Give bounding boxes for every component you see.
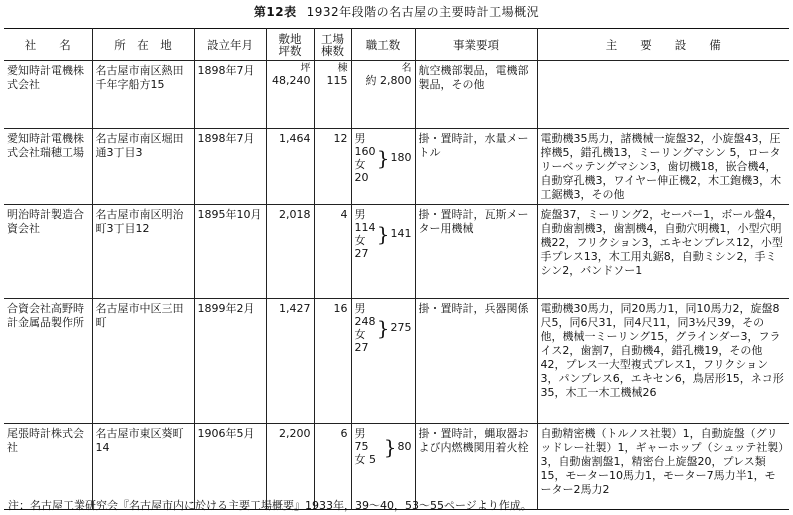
buildings-cell bbox=[314, 61, 351, 129]
area-value: 48,240 bbox=[272, 74, 311, 87]
header-location: 所 在 地 bbox=[92, 29, 194, 61]
brace-glyph: } bbox=[376, 222, 390, 246]
equipment-cell: 電動機30馬力，同20馬力1，同10馬力2，旋盤8尺5，同6尺31，同4尺11，同3½尺39，その他，機械一ミーリング15，グラインダー3，フライス2，歯割7，自動機4，錯孔機19，その他42，プレス一大型複式プレス1，フリクション3，パンプレス6，エキセン6，鳥居形15，ネコ形35，木工一木工機械26 bbox=[537, 299, 789, 424]
business-cell: 掛・置時計，兵器関係 bbox=[415, 299, 537, 424]
equipment-cell: 自動精密機（トルノス社製）1，自動旋盤（グリッドレー社製）1，ギャーホップ（シュッテ社製）3，自動歯割盤1，精密台上旋盤20，プレス類15，モーター10馬力1，モーター7馬力半1，モーター2馬力2 bbox=[537, 424, 789, 510]
company-cell: 愛知時計電機株式会社瑞穂工場 bbox=[4, 129, 92, 205]
table-number: 第12表 bbox=[253, 5, 297, 19]
table-title bbox=[0, 3, 793, 20]
company-cell: 尾張時計株式会社 bbox=[7, 427, 84, 454]
workers-female: 女 20 bbox=[354, 158, 369, 184]
founded-cell: 1899年2月 bbox=[194, 299, 266, 424]
company-cell: 明治時計製造合資会社 bbox=[4, 205, 92, 299]
header-equipment: 主 要 設 備 bbox=[537, 29, 789, 61]
buildings-cell: 4 bbox=[314, 205, 351, 299]
table-title-text: 1932年段階の名古屋の主要時計工場概況 bbox=[306, 5, 540, 19]
brace-glyph: } bbox=[383, 434, 397, 459]
header-row bbox=[4, 29, 789, 61]
buildings-cell: 12 bbox=[314, 129, 351, 205]
area-cell: 2,018 bbox=[266, 205, 314, 299]
header-business: 事業要項 bbox=[415, 29, 537, 61]
buildings-cell: 6 bbox=[314, 424, 351, 510]
table-row bbox=[4, 61, 789, 129]
workers-cell bbox=[351, 299, 415, 424]
workers-female: 女 27 bbox=[354, 328, 369, 354]
area-unit: 坪 bbox=[300, 63, 311, 74]
workers-cell bbox=[351, 129, 415, 205]
workers-sum: 80 bbox=[397, 439, 412, 453]
workers-sum: 275 bbox=[390, 321, 412, 334]
workers-value: 約 2,800 bbox=[365, 74, 412, 87]
workers-sum: 141 bbox=[390, 227, 412, 240]
factory-table bbox=[4, 28, 789, 510]
location-cell: 名古屋市南区明治町3丁目12 bbox=[92, 205, 194, 299]
buildings-cell: 16 bbox=[314, 299, 351, 424]
header-area: 敷地 坪数 bbox=[266, 29, 314, 61]
workers-male: 男 75 bbox=[354, 427, 369, 453]
workers-cell bbox=[351, 61, 415, 129]
header-company: 社 名 bbox=[4, 29, 92, 61]
founded-cell: 1898年7月 bbox=[194, 129, 266, 205]
equipment-cell bbox=[537, 61, 789, 129]
founded-cell: 1906年5月 bbox=[194, 424, 266, 510]
business-cell: 掛・置時計，瓦斯メーター用機械 bbox=[415, 205, 537, 299]
workers-sum: 180 bbox=[390, 151, 412, 164]
table-row bbox=[4, 299, 789, 424]
company-cell: 合資会社高野時計金属品製作所 bbox=[4, 299, 92, 424]
location-cell: 名古屋市南区堀田通3丁目3 bbox=[92, 129, 194, 205]
location-cell: 名古屋市南区熱田千年字船方15 bbox=[92, 61, 194, 129]
company-cell: 愛知時計電機株式会社 bbox=[4, 61, 92, 129]
equipment-cell: 旋盤37，ミーリング2，セーパー1，ボール盤4，自動歯割機3，歯割機4，自動穴明機1，小型穴明機22，フリクション3，エキセンプレス12，小型手プレス13，木工用丸鋸8，自動ミシン2，手ミシン2，バンドソー1 bbox=[537, 205, 789, 299]
header-founded: 設立年月 bbox=[194, 29, 266, 61]
founded-cell: 1898年7月 bbox=[194, 61, 266, 129]
workers-female: 女 27 bbox=[354, 234, 369, 260]
equipment-cell: 電動機35馬力，諸機械一旋盤32，小旋盤43，圧搾機5，錯孔機13，ミーリングマシン 5，ロータリーベッテングマシン3，歯切機18，嵌合機4，自動穿孔機3，ワイヤー伸正機2，木工鉋機3，木工鋸機3，その他 bbox=[537, 129, 789, 205]
header-workers: 職工数 bbox=[351, 29, 415, 61]
workers-female: 女 5 bbox=[354, 453, 376, 466]
business-cell: 掛・置時計，水量メートル bbox=[415, 129, 537, 205]
workers-male: 男248 bbox=[354, 302, 376, 328]
area-cell: 2,200 bbox=[266, 424, 314, 510]
location-cell: 名古屋市中区三田町 bbox=[92, 299, 194, 424]
business-cell: 掛・置時計，蝿取器および内燃機関用着火栓 bbox=[415, 424, 537, 510]
workers-male: 男 160 bbox=[354, 132, 376, 158]
founded-cell: 1895年10月 bbox=[194, 205, 266, 299]
area-cell bbox=[266, 61, 314, 129]
brace-glyph: } bbox=[376, 316, 390, 340]
table-row bbox=[4, 205, 789, 299]
buildings-unit: 棟 bbox=[337, 63, 348, 74]
location-cell: 名古屋市東区葵町14 bbox=[92, 424, 194, 510]
workers-unit: 名 bbox=[401, 63, 412, 74]
workers-male: 男114 bbox=[354, 208, 376, 234]
table-row bbox=[4, 129, 789, 205]
workers-cell bbox=[351, 205, 415, 299]
header-buildings: 工場 棟数 bbox=[314, 29, 351, 61]
brace-glyph: } bbox=[376, 146, 390, 170]
area-cell: 1,464 bbox=[266, 129, 314, 205]
source-note: 注：名古屋工業研究会『名古屋市内に於ける主要工場概要』1933年，39～40，53～55ページより作成。 bbox=[8, 499, 532, 512]
business-cell: 航空機部製品，電機部製品，その他 bbox=[415, 61, 537, 129]
area-cell: 1,427 bbox=[266, 299, 314, 424]
buildings-value: 115 bbox=[326, 74, 348, 87]
